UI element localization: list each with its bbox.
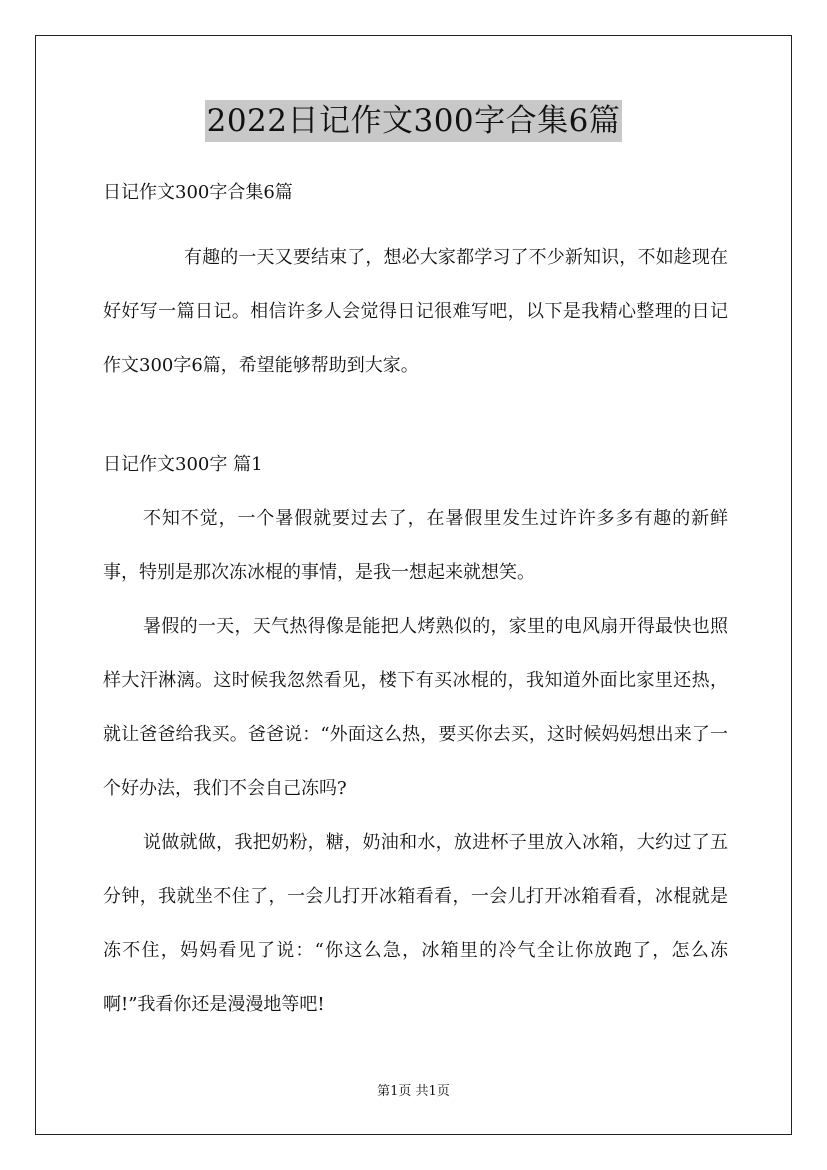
document-subtitle: 日记作文300字合集6篇 bbox=[103, 182, 293, 203]
page-footer: 第1页 共1页 bbox=[377, 1084, 450, 1099]
title-container bbox=[0, 100, 827, 142]
document-title: 2022日记作文300字合集6篇 bbox=[205, 100, 623, 142]
body-paragraph: 不知不觉，一个暑假就要过去了，在暑假里发生过许许多多有趣的新鲜事，特别是那次冻冰棍的事情，是我一想起来就想笑。 bbox=[103, 508, 728, 583]
section-heading: 日记作文300字 篇1 bbox=[103, 454, 263, 475]
intro-paragraph: 有趣的一天又要结束了，想必大家都学习了不少新知识，不如趁现在好好写一篇日记。相信许多人会觉得日记很难写吧，以下是我精心整理的日记作文300字6篇，希望能够帮助到大家。 bbox=[103, 247, 728, 376]
body-text bbox=[103, 492, 728, 1032]
body-paragraph: 暑假的一天，天气热得像是能把人烤熟似的，家里的电风扇开得最快也照样大汗淋漓。这时候我忽然看见，楼下有买冰棍的，我知道外面比家里还热，就让爸爸给我买。爸爸说：“外面这么热，要买你去买，这时候妈妈想出来了一个好办法，我们不会自己冻吗? bbox=[103, 616, 728, 799]
body-paragraph: 说做就做，我把奶粉，糖，奶油和水，放进杯子里放入冰箱，大约过了五分钟，我就坐不住了，一会儿打开冰箱看看，一会儿打开冰箱看看，冰棍就是冻不住，妈妈看见了说：“你这么急，冰箱里的冷气全让你放跑了，怎么冻啊!”我看你还是漫漫地等吧! bbox=[103, 832, 728, 1015]
